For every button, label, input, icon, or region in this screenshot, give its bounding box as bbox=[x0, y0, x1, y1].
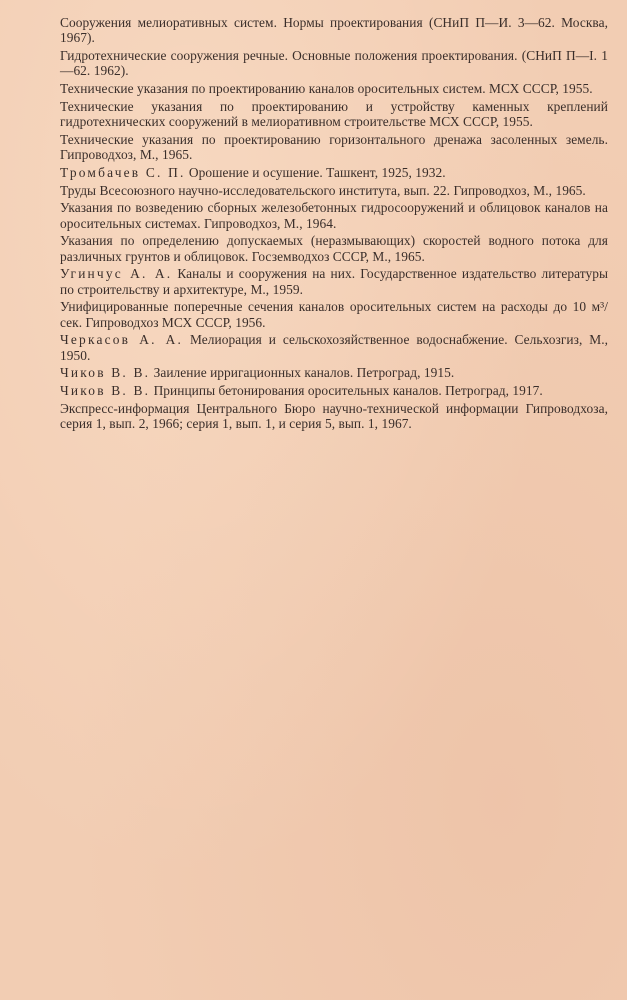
reference-item bbox=[60, 99, 608, 129]
reference-item bbox=[60, 233, 608, 263]
reference-text: Указания по возведению сборных железобетонных гидросооружений и облицовок каналов на оросительных системах. Гипроводхоз, М., 1964. bbox=[60, 200, 608, 231]
reference-text: Труды Всесоюзного научно-исследовательского института, вып. 22. Гипроводхоз, М., 1965. bbox=[60, 182, 586, 198]
reference-text: Сооружения мелиоративных систем. Нормы проектирования (СНиП П—И. 3—62. Москва, 1967). bbox=[60, 15, 608, 46]
reference-text: Технические указания по проектированию горизонтального дренажа засоленных земель. Гипроводхоз, М., 1965. bbox=[60, 131, 608, 162]
reference-list bbox=[60, 15, 608, 431]
reference-item bbox=[60, 81, 608, 96]
reference-item bbox=[60, 383, 608, 398]
reference-text: Орошение и осушение. Ташкент, 1925, 1932. bbox=[185, 164, 446, 180]
reference-item bbox=[60, 401, 608, 431]
reference-text: Экспресс-информация Центрального Бюро научно-технической информации Гипроводхоза, серия 1, вып. 2, 1966; серия 1, вып. 1, и серия 5, вып. 1, 1967. bbox=[60, 400, 608, 432]
reference-text: Принципы бетонирования оросительных каналов. Петроград, 1917. bbox=[150, 383, 543, 399]
reference-text: Унифицированные поперечные сечения каналов оросительных систем на расходы до 10 м³/сек. Гипроводхоз МСХ СССР, 1956. bbox=[60, 299, 608, 330]
reference-text: Гидротехнические сооружения речные. Основные положения проектирования. (СНиП П—I. 1—62. 1962). bbox=[60, 48, 608, 79]
reference-item bbox=[60, 365, 608, 380]
reference-item bbox=[60, 332, 608, 362]
reference-item bbox=[60, 183, 608, 198]
reference-author: Чиков В. В. bbox=[60, 365, 151, 381]
reference-item bbox=[60, 200, 608, 230]
reference-item bbox=[60, 15, 608, 45]
reference-text: Указания по определению допускаемых (неразмывающих) скоростей водного потока для различных грунтов и облицовок. Госземводхоз СССР, М., 1965. bbox=[60, 233, 608, 264]
reference-item bbox=[60, 165, 608, 180]
reference-author: Тромбачев С. П. bbox=[60, 164, 186, 180]
reference-item bbox=[60, 132, 608, 162]
reference-item bbox=[60, 48, 608, 78]
reference-author: Черкасов А. А. bbox=[60, 332, 184, 348]
reference-text: Заиление ирригационных каналов. Петроград, 1915. bbox=[150, 365, 455, 381]
reference-item bbox=[60, 266, 608, 296]
reference-author: Чиков В. В. bbox=[60, 383, 151, 399]
reference-author: Угинчус А. А. bbox=[60, 266, 173, 282]
reference-text: Технические указания по проектированию и устройству каменных креплений гидротехнических сооружений в мелиоративном строительстве МСХ СССР, 1955. bbox=[60, 98, 608, 129]
reference-text: Технические указания по проектированию каналов оросительных систем. МСХ СССР, 1955. bbox=[60, 81, 593, 96]
reference-item bbox=[60, 299, 608, 329]
reference-text: Мелиорация и сельскохозяйственное водоснабжение. Сельхозгиз, М., 1950. bbox=[60, 332, 608, 363]
reference-text: Каналы и сооружения на них. Государственное издательство литературы по строительству и архитектуре, М., 1959. bbox=[60, 266, 608, 297]
